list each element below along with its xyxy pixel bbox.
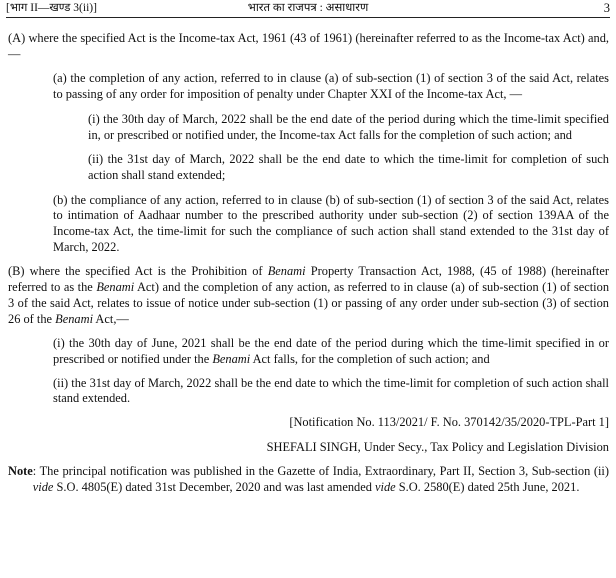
item-a-i: (i) the 30th day of March, 2022 shall be the end date of the period during which the time-limit specified in, or prescribed or notified under, the Income-tax Act falls for the completion of such action; and xyxy=(88,111,609,142)
item-b-ii: (ii) the 31st day of March, 2022 shall be the end date to which the time-limit for completion of such action shall stand extended. xyxy=(53,375,609,406)
page-header xyxy=(6,2,610,18)
notification-reference: [Notification No. 113/2021/ F. No. 370142/35/2020-TPL-Part 1] xyxy=(289,415,609,430)
italic-run: Benami xyxy=(212,351,251,366)
italic-run: vide xyxy=(375,480,396,495)
text-run: Act,— xyxy=(93,311,129,326)
italic-run: vide xyxy=(32,480,54,495)
signatory: SHEFALI SINGH, Under Secy., Tax Policy and Legislation Division xyxy=(266,439,609,454)
text-run: S.O. 2580(E) dated 25th June, 2021. xyxy=(395,480,580,495)
note-text xyxy=(33,464,609,495)
subclause-a: (a) the completion of any action, referred to in clause (a) of sub-section (1) of section 3 of the said Act, relates to passing of any order for imposition of penalty under Chapter XXI of the Income-tax Act, — xyxy=(53,71,609,102)
text-run: : The principal notification was published in the Gazette of India, Extraordinary, Part II, Section 3, Sub-section (ii) xyxy=(32,464,609,479)
text-run: Act falls, for the completion of such action; and xyxy=(250,351,490,366)
item-a-ii: (ii) the 31st day of March, 2022 shall be the end date to which the time-limit for completion of such action shall stand extended; xyxy=(88,152,609,182)
note-label: Note xyxy=(8,464,33,479)
text-run: Act) and the completion of any action, as referred to in clause (a) of sub-section (1) of section 3 of the said Act, relates to issue of notice under sub-section (1) or passing of any order under sub-section (3) of section 26 of the xyxy=(8,280,610,326)
clause-b-upper xyxy=(8,264,609,327)
header-gazette-title: भारत का राजपत्र : असाधारण xyxy=(247,2,369,14)
notification-body xyxy=(8,31,609,496)
footnote xyxy=(8,464,609,495)
item-b-i xyxy=(8,336,609,367)
italic-run: Benami xyxy=(96,280,135,295)
text-run: Property Transaction Act, 1988, (45 of 1988) (hereinafter referred to as the xyxy=(8,264,609,295)
text-run: (i) the 30th day of June, 2021 shall be the end date of the period during which the time-limit specified in or prescribed or notified under the xyxy=(53,336,609,366)
page-number: 3 xyxy=(603,1,610,15)
subclause-b: (b) the compliance of any action, referred to in clause (b) of sub-section (1) of section 3 of the said Act, relates to intimation of Aadhaar number to the prescribed authority under sub-section (2) of section 139AA of the Income-tax Act, the time-limit for such the compliance of such action shall stand extended to the 31st day of March, 2022. xyxy=(53,192,609,254)
header-part-label: [भाग II—खण्ड 3(ii)] xyxy=(6,2,97,14)
italic-run: Benami xyxy=(55,311,94,326)
text-run: (B) where the specified Act is the Prohibition of xyxy=(8,264,268,279)
text-run: S.O. 4805(E) dated 31st December, 2020 and was last amended xyxy=(53,480,375,495)
clause-a-upper: (A) where the specified Act is the Income-tax Act, 1961 (43 of 1961) (hereinafter referred to as the Income-tax Act) and, — xyxy=(8,31,609,61)
italic-run: Benami xyxy=(267,264,306,279)
